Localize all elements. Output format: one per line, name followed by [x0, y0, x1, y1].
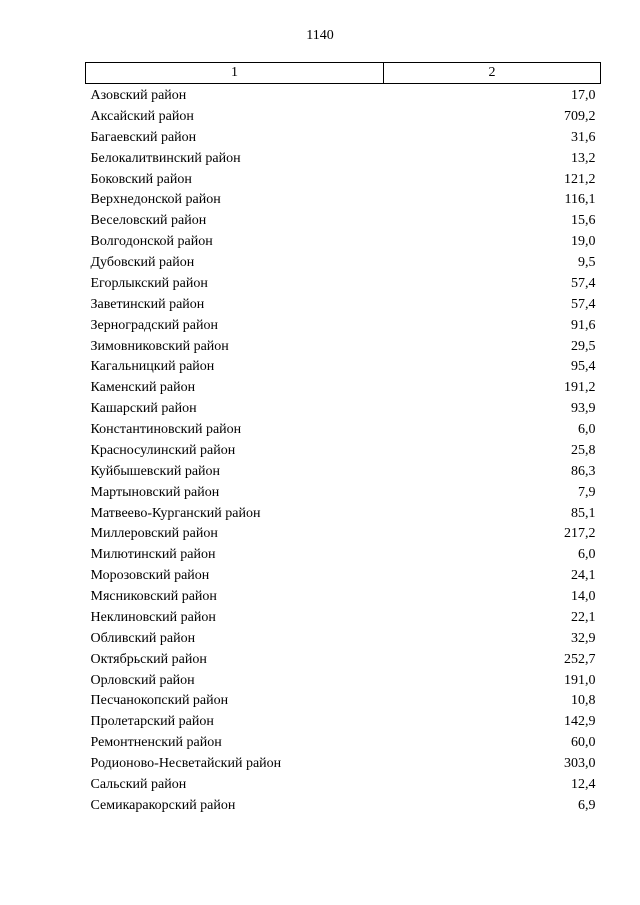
table-row	[86, 754, 601, 775]
district-value: 116,1	[564, 192, 596, 208]
district-value: 85,1	[571, 505, 596, 521]
table-row	[86, 566, 601, 587]
district-value: 14,0	[571, 589, 596, 604]
table-row	[86, 232, 601, 253]
district-value: 19,0	[571, 234, 596, 250]
page-number: 1140	[306, 28, 334, 43]
table-row	[86, 775, 601, 796]
district-name: Миллеровский район	[90, 526, 218, 542]
district-value: 303,0	[564, 756, 596, 771]
district-name: Верхнедонской район	[90, 192, 221, 208]
district-value: 191,2	[564, 380, 596, 396]
table-row	[86, 274, 601, 295]
table-body	[86, 84, 601, 817]
column-header-2: 2	[384, 63, 601, 84]
table-row	[86, 524, 601, 545]
table-row	[86, 107, 601, 128]
district-value: 60,0	[571, 735, 596, 751]
table-row	[86, 462, 601, 483]
table-row	[86, 399, 601, 420]
district-value: 6,0	[578, 422, 596, 437]
district-name: Егорлыкский район	[90, 275, 208, 291]
district-value: 10,8	[571, 693, 596, 709]
district-value: 91,6	[571, 317, 596, 333]
district-value: 93,9	[571, 401, 596, 417]
table-row	[86, 441, 601, 462]
district-name: Каменский район	[90, 380, 196, 396]
district-name: Морозовский район	[90, 568, 210, 584]
district-value: 217,2	[564, 526, 596, 542]
table-row	[86, 316, 601, 337]
table-row	[86, 733, 601, 754]
district-value: 17,0	[571, 88, 596, 103]
district-value: 6,9	[578, 797, 596, 813]
district-value: 142,9	[564, 714, 596, 730]
district-name: Родионово-Несветайский район	[90, 756, 282, 771]
district-value: 9,5	[578, 255, 596, 270]
district-value: 709,2	[564, 108, 596, 124]
district-name: Веселовский район	[90, 213, 207, 229]
table-row	[86, 483, 601, 504]
district-name: Мясниковский район	[90, 589, 217, 604]
table-row	[86, 545, 601, 566]
table-row	[86, 587, 601, 608]
district-name: Куйбышевский район	[90, 463, 221, 479]
district-value: 86,3	[571, 463, 596, 479]
district-value: 57,4	[571, 275, 596, 291]
district-name: Заветинский район	[90, 296, 205, 312]
district-name: Неклиновский район	[90, 609, 216, 625]
district-name: Пролетарский район	[90, 714, 214, 730]
table-row	[86, 796, 601, 817]
table-row	[86, 671, 601, 692]
district-name: Багаевский район	[90, 129, 197, 145]
table-row	[86, 211, 601, 232]
district-name: Боковский район	[90, 171, 192, 187]
district-name: Кагальницкий район	[90, 359, 215, 375]
district-value: 95,4	[571, 359, 596, 375]
district-value: 57,4	[571, 296, 596, 312]
district-name: Зерноградский район	[90, 317, 218, 333]
table-row	[86, 357, 601, 378]
district-name: Обливский район	[90, 630, 196, 646]
district-value: 32,9	[571, 630, 596, 646]
table-row	[86, 149, 601, 170]
district-name: Ремонтненский район	[90, 735, 222, 751]
table-row	[86, 650, 601, 671]
district-name: Аксайский район	[90, 108, 194, 124]
table-row	[86, 84, 601, 107]
district-name: Сальский район	[90, 776, 187, 792]
district-value: 13,2	[571, 150, 596, 166]
table-row	[86, 629, 601, 650]
district-value: 24,1	[571, 568, 596, 584]
district-name: Кашарский район	[90, 401, 197, 417]
table-row	[86, 337, 601, 358]
district-values-table	[85, 62, 601, 817]
district-name: Дубовский район	[90, 255, 195, 270]
column-header-1: 1	[86, 63, 384, 84]
district-value: 121,2	[564, 171, 596, 187]
district-value: 22,1	[571, 609, 596, 625]
table-row	[86, 295, 601, 316]
district-name: Волгодонской район	[90, 234, 213, 250]
district-value: 29,5	[571, 338, 596, 354]
district-value: 252,7	[564, 651, 596, 667]
table-row	[86, 190, 601, 211]
table-row	[86, 691, 601, 712]
district-value: 31,6	[571, 129, 596, 145]
district-name: Орловский район	[90, 672, 195, 688]
table-row	[86, 128, 601, 149]
district-value: 25,8	[571, 442, 596, 458]
district-name: Мартыновский район	[90, 484, 220, 500]
district-name: Милютинский район	[90, 547, 216, 563]
table-row	[86, 170, 601, 191]
district-name: Октябрьский район	[90, 651, 207, 667]
district-name: Матвеево-Курганский район	[90, 505, 261, 521]
table-row	[86, 378, 601, 399]
table-row	[86, 712, 601, 733]
district-name: Семикаракорский район	[90, 797, 236, 813]
table-header-row	[86, 63, 601, 84]
district-value: 12,4	[571, 776, 596, 792]
table-row	[86, 504, 601, 525]
district-name: Азовский район	[90, 88, 187, 103]
table-header	[86, 63, 601, 84]
district-value: 15,6	[571, 213, 596, 229]
district-name: Красносулинский район	[90, 442, 236, 458]
table-row	[86, 608, 601, 629]
district-name: Зимовниковский район	[90, 338, 229, 354]
district-value: 191,0	[564, 672, 596, 688]
table-row	[86, 253, 601, 274]
district-value: 6,0	[578, 547, 596, 563]
district-name: Песчанокопский район	[90, 693, 229, 709]
district-value: 7,9	[578, 484, 596, 500]
district-name: Константиновский район	[90, 422, 242, 437]
district-name: Белокалитвинский район	[90, 150, 241, 166]
table-row	[86, 420, 601, 441]
